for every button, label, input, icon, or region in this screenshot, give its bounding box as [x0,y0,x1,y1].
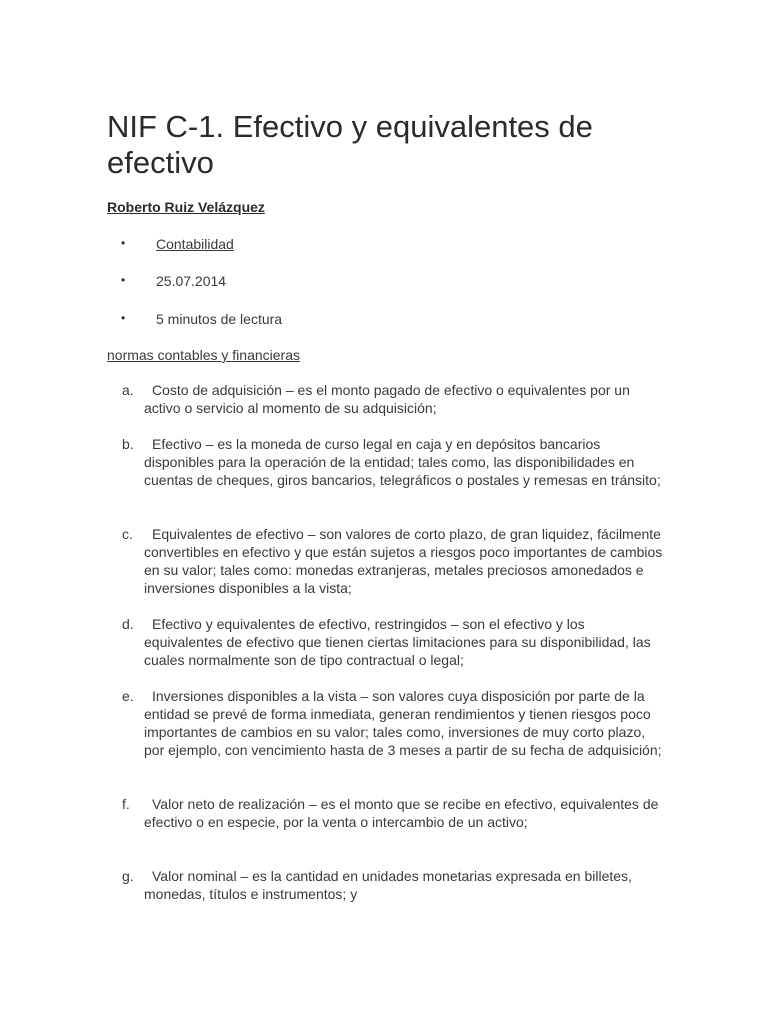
author-link[interactable]: Roberto Ruiz Velázquez [107,199,265,215]
reading-time: 5 minutos de lectura [156,311,283,327]
definition-text: Efectivo y equivalentes de efectivo, restringidos – son el efectivo y los equivalentes de efectivo que tienen ciertas limitaciones para su disponibilidad, las cuales normalmente son de tipo contractual o legal; [144,616,651,668]
bullet-icon: • [121,311,126,325]
list-marker: d. [122,616,134,632]
definition-text: Efectivo – es la moneda de curso legal en caja y en depósitos bancarios disponibles para la operación de la entidad; tales como, las disponibilidades en cuentas de cheques, giros bancarios, telegráficos o postales y remesas en tránsito; [144,436,661,488]
category-tag-link[interactable]: Contabilidad [156,236,234,252]
publish-date: 25.07.2014 [156,273,227,289]
bullet-icon: • [121,236,126,250]
definition-text: Equivalentes de efectivo – son valores de corto plazo, de gran liquidez, fácilmente convertibles en efectivo y que están sujetos a riesgos poco importantes de cambios en su valor; tales como: monedas extranjeras, metales preciosos amonedados e inversiones disponibles a la vista; [144,526,663,596]
list-marker: c. [122,526,133,542]
list-marker: f. [122,796,130,812]
list-marker: g. [122,868,134,884]
bullet-icon: • [121,273,126,287]
definition-text: Valor nominal – es la cantidad en unidades monetarias expresada en billetes, monedas, títulos e instrumentos; y [144,868,632,902]
definition-text: Costo de adquisición – es el monto pagado de efectivo o equivalentes por un activo o servicio al momento de su adquisición; [144,382,630,416]
list-marker: a. [122,382,134,398]
list-marker: b. [122,436,134,452]
list-marker: e. [122,688,134,704]
definition-text: Valor neto de realización – es el monto que se recibe en efectivo, equivalentes de efectivo o en especie, por la venta o intercambio de un activo; [144,796,659,830]
page-title: NIF C-1. Efectivo y equivalentes de efectivo [107,109,593,180]
category-link[interactable]: normas contables y financieras [107,347,300,363]
definition-text: Inversiones disponibles a la vista – son valores cuya disposición por parte de la entidad se prevé de forma inmediata, generan rendimientos y tienen riesgos poco importantes de cambios en su valor; tales como, inversiones de muy corto plazo, por ejemplo, con vencimiento hasta de 3 meses a partir de su fecha de adquisición; [144,688,662,758]
